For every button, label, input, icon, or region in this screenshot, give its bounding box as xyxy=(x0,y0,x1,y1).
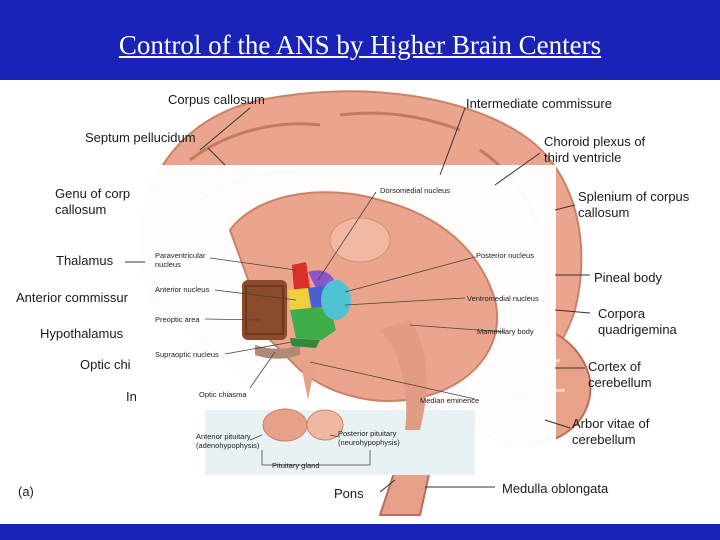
label-medulla-oblongata: Medulla oblongata xyxy=(502,481,609,496)
label-septum-pellucidum: Septum pellucidum xyxy=(85,130,196,145)
label-optic-chiasma-partial: Optic chi xyxy=(80,357,131,372)
label-choroid-plexus-1: Choroid plexus of xyxy=(544,134,646,149)
label-anterior-nucleus: Anterior nucleus xyxy=(155,285,210,294)
posterior-nucleus-shape xyxy=(321,280,351,320)
label-pineal-body: Pineal body xyxy=(594,270,662,285)
label-median-eminence: Median eminence xyxy=(420,396,480,405)
title-bar xyxy=(0,0,720,80)
label-cortex-cerebellum-1: Cortex of xyxy=(588,359,641,374)
panel-label: (a) xyxy=(18,484,34,499)
label-in-partial: In xyxy=(126,389,137,404)
anterior-nucleus-shape xyxy=(288,288,310,310)
slide-title: Control of the ANS by Higher Brain Centers xyxy=(118,30,602,60)
label-cortex-cerebellum-2: cerebellum xyxy=(588,375,652,390)
label-corpus-callosum: Corpus callosum xyxy=(168,92,265,107)
label-hypothalamus: Hypothalamus xyxy=(40,326,124,341)
label-posterior-pituitary-2: (neurohypophysis) xyxy=(338,438,400,447)
label-posterior-pituitary-1: Posterior pituitary xyxy=(338,429,397,438)
label-splenium-1: Splenium of corpus xyxy=(578,189,690,204)
label-arbor-vitae-2: cerebellum xyxy=(572,432,636,447)
brain-figure xyxy=(0,80,720,524)
label-thalamus: Thalamus xyxy=(56,253,114,268)
label-pituitary-gland: Pituitary gland xyxy=(272,461,320,470)
label-genu-2: callosum xyxy=(55,202,107,217)
label-corpora-1: Corpora xyxy=(598,306,645,321)
label-ventromedial-nucleus: Ventromedial nucleus xyxy=(467,294,539,303)
label-arbor-vitae-1: Arbor vitae of xyxy=(572,416,650,431)
anterior-pituitary xyxy=(263,409,307,441)
label-genu-1: Genu of corp xyxy=(55,186,131,201)
label-optic-chiasma: Optic chiasma xyxy=(199,390,247,399)
label-posterior-nucleus: Posterior nucleus xyxy=(476,251,534,260)
label-supraoptic-nucleus: Supraoptic nucleus xyxy=(155,350,219,359)
footer-bar xyxy=(0,524,720,540)
label-anterior-pituitary-2: (adenohypophysis) xyxy=(196,441,260,450)
label-splenium-2: callosum xyxy=(578,205,630,220)
label-anterior-commissure: Anterior commissur xyxy=(16,290,128,305)
label-pons: Pons xyxy=(334,486,364,501)
label-anterior-pituitary-1: Anterior pituitary xyxy=(196,432,251,441)
label-dorsomedial-nucleus: Dorsomedial nucleus xyxy=(380,186,451,195)
label-paraventricular-2: nucleus xyxy=(155,260,181,269)
label-preoptic-area: Preoptic area xyxy=(155,315,200,324)
label-corpora-2: quadrigemina xyxy=(598,322,677,337)
label-paraventricular-1: Paraventricular xyxy=(155,251,206,260)
label-choroid-plexus-2: third ventricle xyxy=(544,150,622,165)
label-mammillary-body: Mammillary body xyxy=(477,327,534,336)
preoptic-area-shape xyxy=(242,280,287,340)
label-intermediate-commissure: Intermediate commissure xyxy=(466,96,612,111)
